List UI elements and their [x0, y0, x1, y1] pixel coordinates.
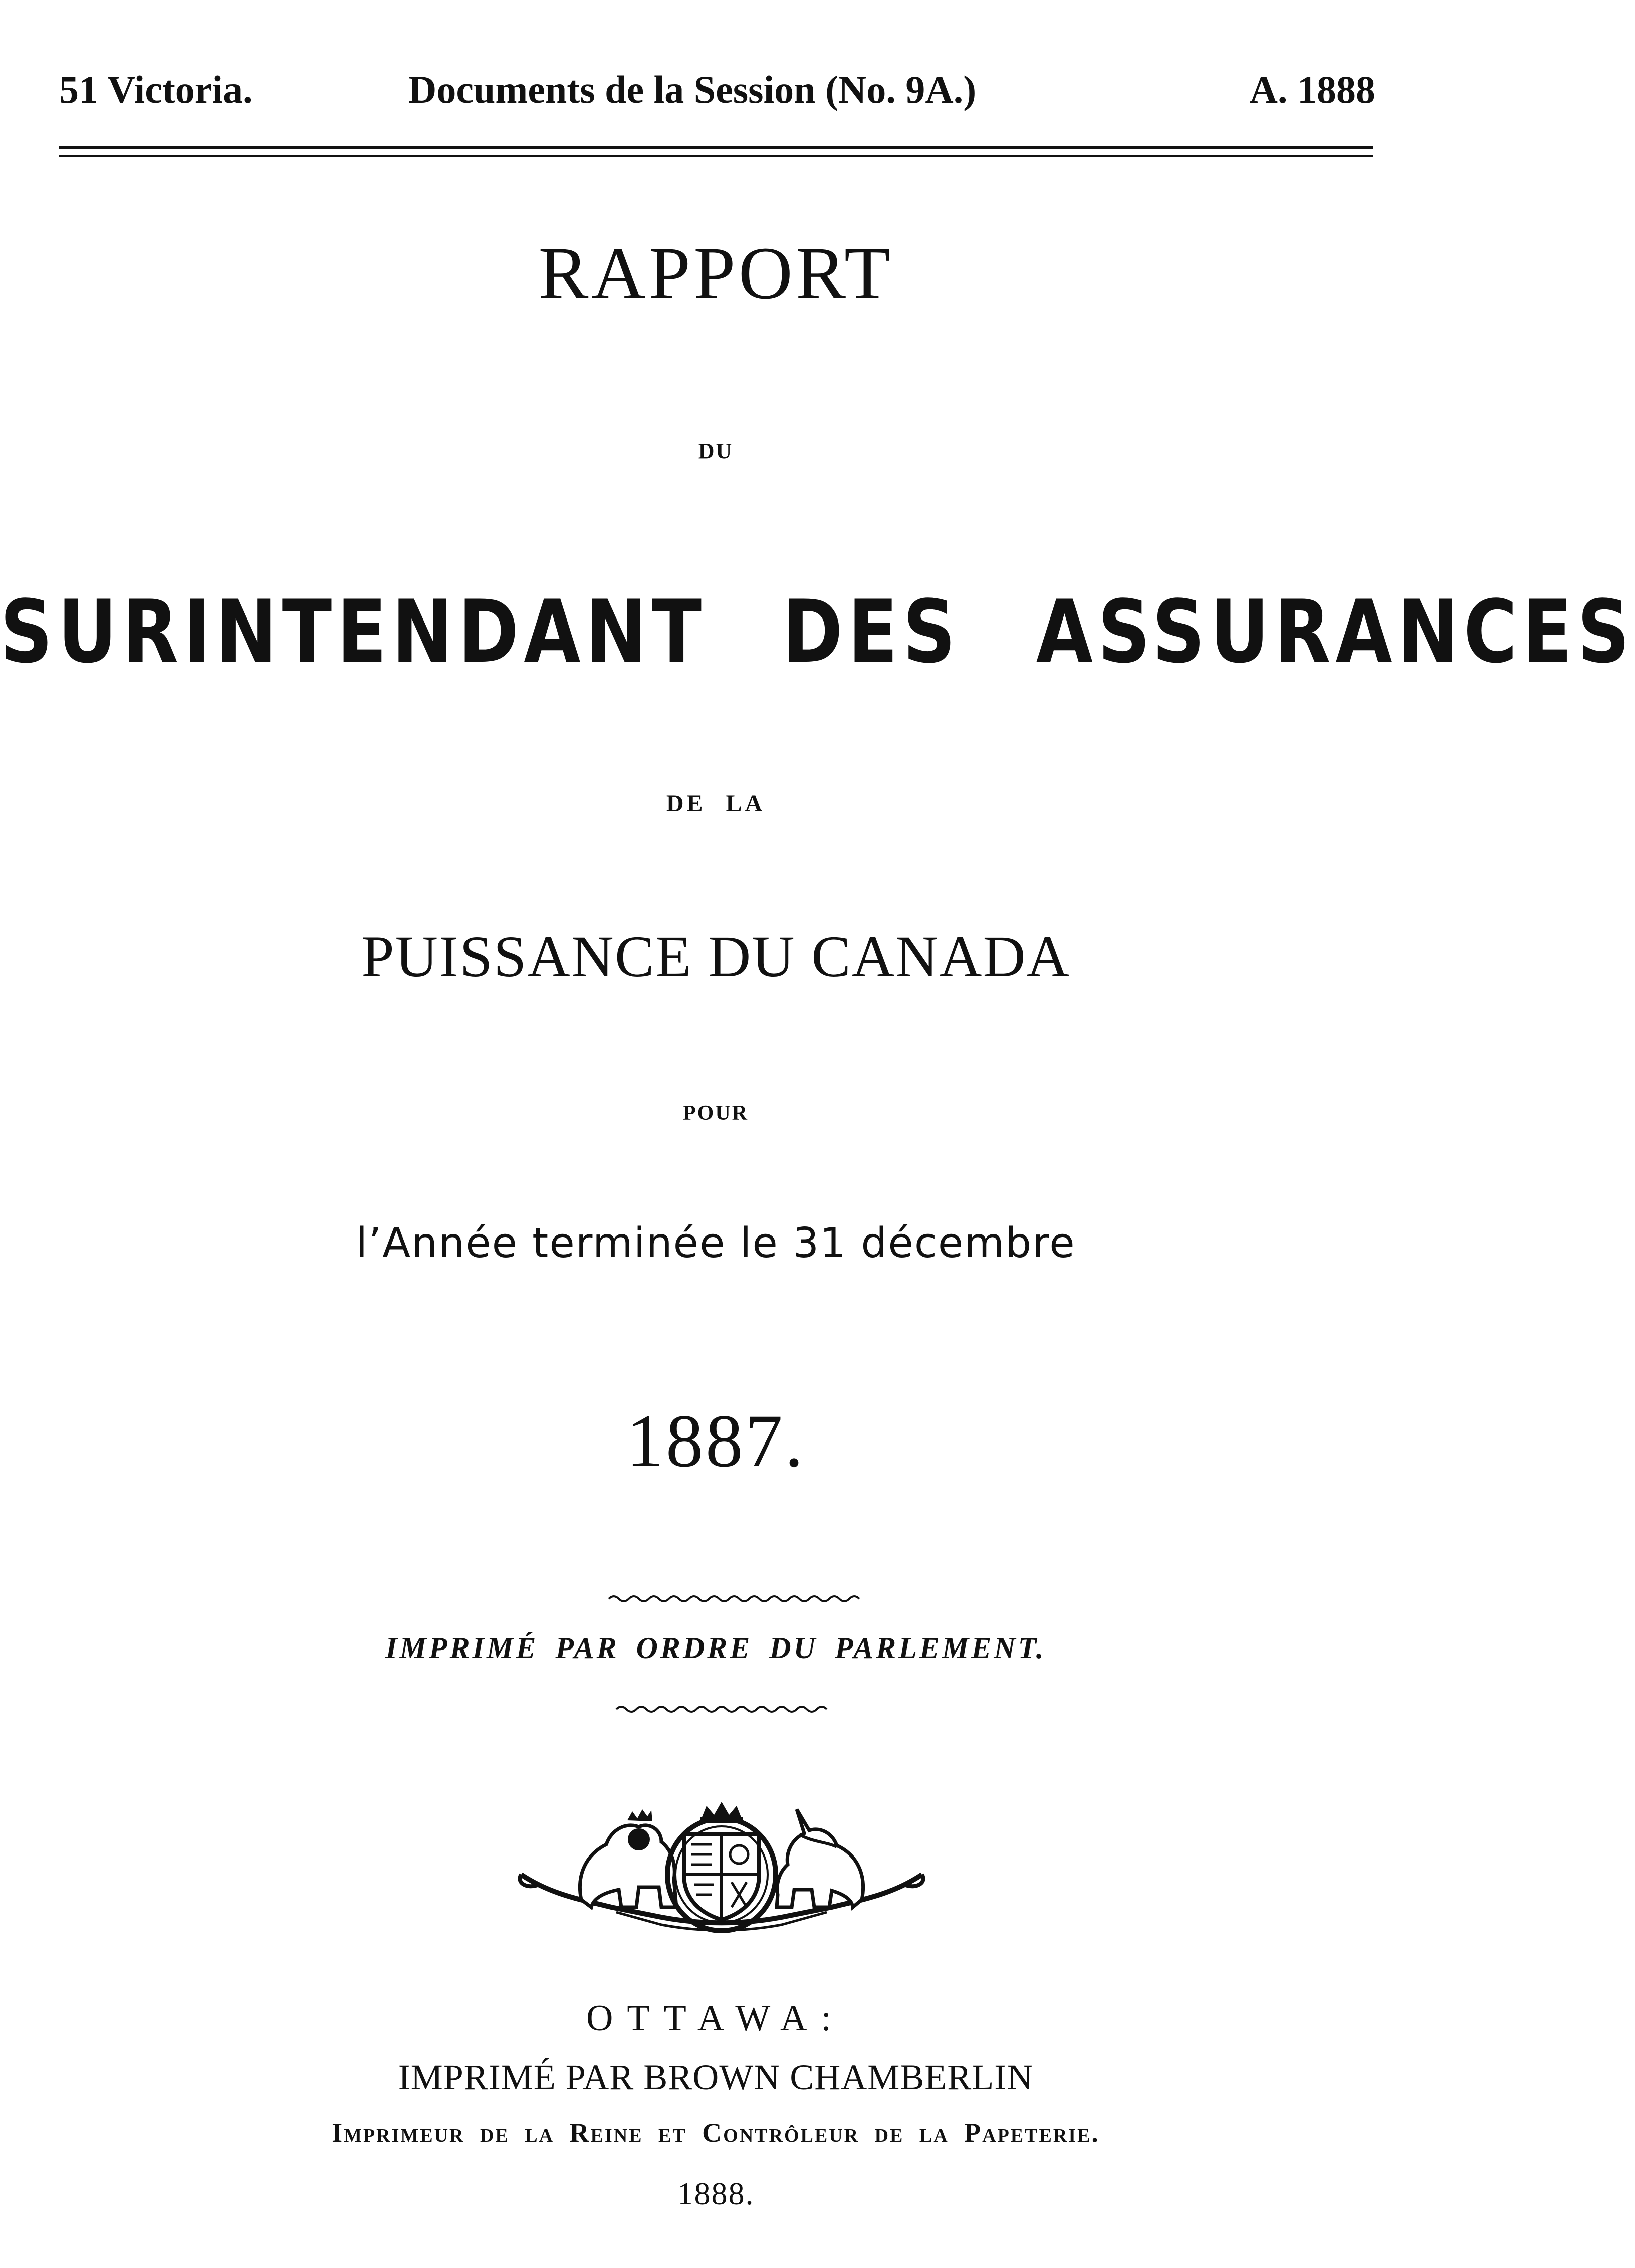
title-pour: POUR [683, 1102, 749, 1125]
imprint-city: OTTAWA: [586, 1998, 846, 2039]
imprint-year: 1888. [677, 2176, 755, 2211]
order-note: IMPRIMÉ PAR ORDRE DU PARLEMENT. [385, 1631, 1046, 1665]
title-surintendant: SURINTENDANT DES ASSURANCES [0, 581, 1635, 683]
title-puissance: PUISSANCE DU CANADA [361, 924, 1070, 989]
royal-coat-of-arms-icon [511, 1799, 932, 1950]
imprint-printer: IMPRIMÉ PAR BROWN CHAMBERLIN [398, 2057, 1034, 2097]
header-left: 51 Victoria. [59, 68, 253, 111]
title-year: 1887. [626, 1399, 806, 1483]
header-rule-thick [59, 146, 1373, 149]
title-annee: l’Année terminée le 31 décembre [356, 1219, 1076, 1267]
header-center: Documents de la Session (No. 9A.) [408, 68, 977, 111]
title-rapport: RAPPORT [538, 232, 893, 315]
title-de-la: DE LA [666, 790, 766, 817]
header-rule-thin [59, 155, 1373, 157]
wavy-rule-bottom [616, 1703, 827, 1715]
wavy-rule-top [609, 1593, 859, 1605]
header-right: A. 1888 [1249, 68, 1375, 111]
title-du: DU [698, 439, 734, 463]
imprint-printer-title: Imprimeur de la Reine et Contrôleur de la Papeterie. [332, 2118, 1100, 2148]
